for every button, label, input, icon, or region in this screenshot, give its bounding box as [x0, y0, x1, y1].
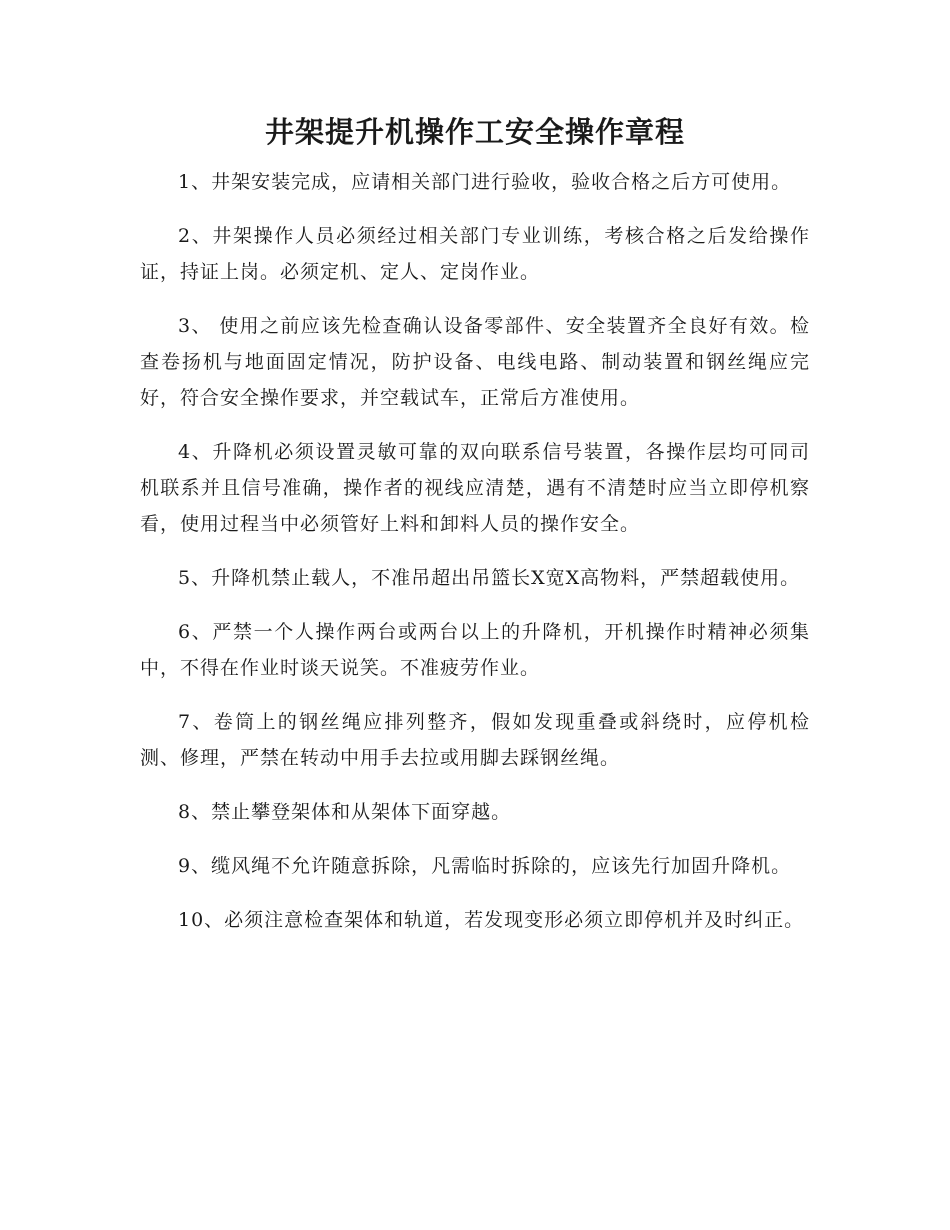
paragraph-3: 3、 使用之前应该先检查确认设备零部件、安全装置齐全良好有效。检查卷扬机与地面固定情况，防护设备、电线电路、制动装置和钢丝绳应完好，符合安全操作要求，并空载试车，正常后方准使用。 [140, 315, 810, 409]
paragraph-5: 5、升降机禁止载人，不准吊超出吊篮长X宽X高物料，严禁超载使用。 [178, 567, 801, 589]
paragraph-4: 4、升降机必须设置灵敏可靠的双向联系信号装置，各操作层均可同司机联系并且信号准确，操作者的视线应清楚，遇有不清楚时应当立即停机察看，使用过程当中必须管好上料和卸料人员的操作安全。 [140, 441, 810, 535]
paragraph-9: 9、缆风绳不允许随意拆除，凡需临时拆除的，应该先行加固升降机。 [178, 855, 792, 877]
paragraph-10: 10、必须注意检查架体和轨道，若发现变形必须立即停机并及时纠正。 [178, 909, 805, 931]
paragraph-8: 8、禁止攀登架体和从架体下面穿越。 [178, 801, 512, 823]
document-title: 井架提升机操作工安全操作章程 [264, 115, 685, 149]
document-page [140, 108, 810, 956]
paragraph-6: 6、严禁一个人操作两台或两台以上的升降机，开机操作时精神必须集中，不得在作业时谈天说笑。不准疲劳作业。 [140, 621, 810, 679]
paragraph-7: 7、卷筒上的钢丝绳应排列整齐，假如发现重叠或斜绕时，应停机检测、修理，严禁在转动中用手去拉或用脚去踩钢丝绳。 [140, 711, 810, 769]
paragraph-2: 2、井架操作人员必须经过相关部门专业训练，考核合格之后发给操作证，持证上岗。必须定机、定人、定岗作业。 [140, 225, 810, 283]
paragraph-1: 1、井架安装完成，应请相关部门进行验收，验收合格之后方可使用。 [178, 171, 792, 193]
